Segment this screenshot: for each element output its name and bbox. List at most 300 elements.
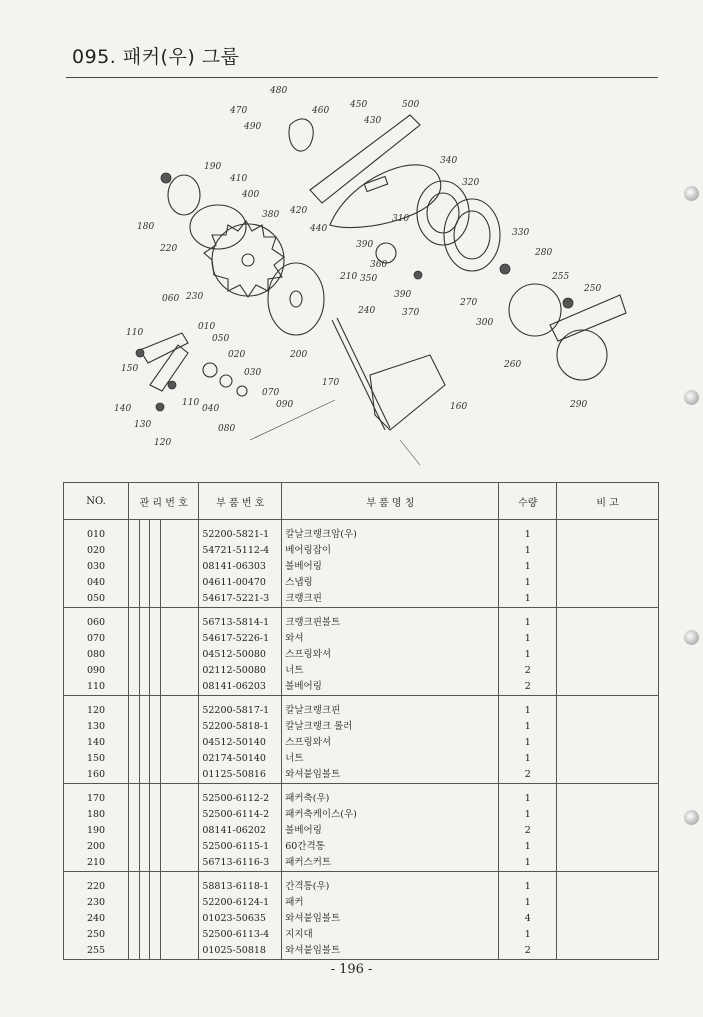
callout: 390 [356, 240, 374, 250]
row-name: 스냅링 [282, 575, 499, 591]
callout: 300 [476, 318, 494, 328]
table-row [64, 575, 659, 591]
callout-labels [114, 86, 601, 448]
row-mgmt-cell [129, 807, 139, 823]
row-mgmt-cell [160, 735, 199, 751]
row-no: 150 [64, 751, 129, 767]
callout: 210 [340, 272, 358, 282]
callout: 060 [162, 294, 180, 304]
row-name: 볼베어링 [282, 679, 499, 696]
chain-case-drawing [289, 115, 441, 228]
table-row [64, 647, 659, 663]
row-mgmt-cell [139, 823, 149, 839]
callout: 470 [230, 106, 248, 116]
callout: 420 [290, 206, 308, 216]
row-mgmt-cell [129, 767, 139, 784]
row-mgmt-cell [129, 719, 139, 735]
row-mgmt-cell [160, 751, 199, 767]
row-qty: 1 [499, 751, 557, 767]
row-name: 칼날크랭크암(우) [282, 527, 499, 543]
callout: 110 [182, 398, 200, 408]
callout: 120 [154, 438, 172, 448]
row-mgmt-cell [150, 559, 160, 575]
table-row [64, 767, 659, 784]
row-mgmt-cell [139, 719, 149, 735]
row-part-no: 52200-5818-1 [199, 719, 282, 735]
row-qty: 1 [499, 575, 557, 591]
table-row [64, 631, 659, 647]
callout: 170 [322, 378, 340, 388]
row-qty: 1 [499, 855, 557, 872]
row-remark [557, 591, 659, 608]
callout: 020 [228, 350, 246, 360]
callout: 410 [230, 174, 248, 184]
callout: 220 [160, 244, 178, 254]
row-mgmt-cell [139, 591, 149, 608]
row-no: 080 [64, 647, 129, 663]
callout: 140 [114, 404, 132, 414]
table-header-row [64, 483, 659, 520]
row-part-no: 52500-6112-2 [199, 791, 282, 807]
exploded-parts-diagram [100, 85, 660, 475]
row-qty: 1 [499, 527, 557, 543]
table-row [64, 855, 659, 872]
row-mgmt-cell [160, 527, 199, 543]
row-mgmt-cell [150, 823, 160, 839]
row-part-no: 54617-5226-1 [199, 631, 282, 647]
row-mgmt-cell [139, 767, 149, 784]
row-mgmt-cell [160, 807, 199, 823]
row-mgmt-cell [160, 823, 199, 839]
row-mgmt-cell [150, 735, 160, 751]
row-mgmt-cell [129, 631, 139, 647]
row-name: 칼날크랭크 롤러 [282, 719, 499, 735]
row-mgmt-cell [160, 855, 199, 872]
row-mgmt-cell [160, 703, 199, 719]
row-part-no: 56713-6116-3 [199, 855, 282, 872]
row-mgmt-cell [129, 895, 139, 911]
row-no: 040 [64, 575, 129, 591]
callout: 290 [570, 400, 588, 410]
row-remark [557, 895, 659, 911]
packer-shaft-case-drawing [250, 355, 445, 465]
callout: 010 [198, 322, 216, 332]
row-remark [557, 855, 659, 872]
row-mgmt-cell [129, 839, 139, 855]
row-qty: 1 [499, 879, 557, 895]
table-row [64, 807, 659, 823]
callout: 180 [137, 222, 155, 232]
row-name: 와셔 [282, 631, 499, 647]
row-qty: 1 [499, 735, 557, 751]
row-mgmt-cell [139, 895, 149, 911]
row-no: 240 [64, 911, 129, 927]
callout: 500 [402, 100, 420, 110]
row-mgmt-cell [129, 647, 139, 663]
row-mgmt-cell [160, 927, 199, 943]
row-remark [557, 719, 659, 735]
callout: 380 [262, 210, 280, 220]
callout: 090 [276, 400, 294, 410]
row-name: 크랭크핀볼트 [282, 615, 499, 631]
row-mgmt-cell [139, 943, 149, 960]
row-mgmt-cell [150, 703, 160, 719]
row-name: 지지대 [282, 927, 499, 943]
row-mgmt-cell [150, 791, 160, 807]
row-mgmt-cell [139, 575, 149, 591]
row-mgmt-cell [160, 879, 199, 895]
row-mgmt-cell [139, 615, 149, 631]
row-mgmt-cell [139, 911, 149, 927]
row-qty: 2 [499, 943, 557, 960]
row-mgmt-cell [139, 791, 149, 807]
row-qty: 4 [499, 911, 557, 927]
row-mgmt-cell [150, 807, 160, 823]
row-part-no: 52500-6114-2 [199, 807, 282, 823]
row-mgmt-cell [150, 879, 160, 895]
row-mgmt-cell [139, 855, 149, 872]
row-mgmt-cell [150, 855, 160, 872]
row-mgmt-cell [139, 879, 149, 895]
row-qty: 2 [499, 679, 557, 696]
row-mgmt-cell [150, 527, 160, 543]
binder-hole [684, 810, 699, 825]
row-no: 190 [64, 823, 129, 839]
table-row [64, 663, 659, 679]
row-mgmt-cell [129, 663, 139, 679]
row-part-no: 02174-50140 [199, 751, 282, 767]
row-remark [557, 735, 659, 751]
header-part-no: 부 품 번 호 [199, 483, 282, 520]
row-qty: 2 [499, 663, 557, 679]
row-name: 패커 [282, 895, 499, 911]
row-mgmt-cell [160, 631, 199, 647]
row-mgmt-cell [129, 527, 139, 543]
header-qty: 수량 [499, 483, 557, 520]
row-mgmt-cell [150, 679, 160, 696]
row-mgmt-cell [150, 767, 160, 784]
row-name: 패커축(우) [282, 791, 499, 807]
row-no: 180 [64, 807, 129, 823]
row-qty: 1 [499, 791, 557, 807]
callout: 270 [460, 298, 478, 308]
row-name: 칼날크랭크핀 [282, 703, 499, 719]
callout: 440 [310, 224, 328, 234]
row-name: 너트 [282, 663, 499, 679]
row-part-no: 52500-6113-4 [199, 927, 282, 943]
callout: 370 [402, 308, 420, 318]
row-part-no: 08141-06202 [199, 823, 282, 839]
table-row [64, 943, 659, 960]
binder-hole [684, 390, 699, 405]
table-row [64, 591, 659, 608]
header-remark: 비 고 [557, 483, 659, 520]
row-mgmt-cell [129, 543, 139, 559]
callout: 260 [504, 360, 522, 370]
row-no: 250 [64, 927, 129, 943]
row-no: 140 [64, 735, 129, 751]
row-mgmt-cell [139, 679, 149, 696]
table-row [64, 703, 659, 719]
table-row [64, 823, 659, 839]
row-remark [557, 559, 659, 575]
page-number: - 196 - [330, 962, 373, 977]
group-spacer [64, 608, 659, 616]
row-mgmt-cell [150, 927, 160, 943]
table-row [64, 791, 659, 807]
row-name: 와셔붙임볼트 [282, 767, 499, 784]
parts-table [63, 482, 659, 960]
row-mgmt-cell [160, 943, 199, 960]
row-part-no: 56713-5814-1 [199, 615, 282, 631]
row-remark [557, 839, 659, 855]
row-mgmt-cell [150, 647, 160, 663]
header-no: NO. [64, 483, 129, 520]
row-remark [557, 527, 659, 543]
row-no: 255 [64, 943, 129, 960]
row-qty: 1 [499, 591, 557, 608]
row-remark [557, 543, 659, 559]
row-mgmt-cell [150, 719, 160, 735]
row-remark [557, 575, 659, 591]
row-mgmt-cell [160, 719, 199, 735]
header-name: 부 품 명 칭 [282, 483, 499, 520]
row-part-no: 04512-50080 [199, 647, 282, 663]
row-qty: 2 [499, 767, 557, 784]
row-no: 030 [64, 559, 129, 575]
packer-drawing [161, 173, 284, 297]
row-no: 210 [64, 855, 129, 872]
row-remark [557, 751, 659, 767]
row-no: 120 [64, 703, 129, 719]
row-part-no: 04611-00470 [199, 575, 282, 591]
row-name: 볼베어링 [282, 559, 499, 575]
group-spacer [64, 696, 659, 704]
row-mgmt-cell [160, 791, 199, 807]
row-mgmt-cell [129, 911, 139, 927]
row-part-no: 54617-5221-3 [199, 591, 282, 608]
table-row [64, 895, 659, 911]
callout: 490 [244, 122, 262, 132]
callout: 280 [535, 248, 553, 258]
row-mgmt-cell [129, 879, 139, 895]
row-mgmt-cell [160, 767, 199, 784]
row-part-no: 52200-5821-1 [199, 527, 282, 543]
page-title: 095. 패커(우) 그룹 [72, 46, 240, 68]
row-remark [557, 703, 659, 719]
table-row [64, 543, 659, 559]
table-row [64, 751, 659, 767]
row-mgmt-cell [150, 839, 160, 855]
row-mgmt-cell [160, 895, 199, 911]
row-remark [557, 927, 659, 943]
row-qty: 1 [499, 895, 557, 911]
row-part-no: 01023-50635 [199, 911, 282, 927]
row-no: 020 [64, 543, 129, 559]
row-part-no: 01125-50816 [199, 767, 282, 784]
row-mgmt-cell [139, 543, 149, 559]
callout: 160 [450, 402, 468, 412]
row-part-no: 52500-6115-1 [199, 839, 282, 855]
callout: 030 [244, 368, 262, 378]
row-no: 070 [64, 631, 129, 647]
row-mgmt-cell [160, 647, 199, 663]
row-remark [557, 879, 659, 895]
row-part-no: 08141-06303 [199, 559, 282, 575]
callout: 080 [218, 424, 236, 434]
callout: 460 [312, 106, 330, 116]
row-part-no: 02112-50080 [199, 663, 282, 679]
row-remark [557, 767, 659, 784]
callout: 070 [262, 388, 280, 398]
row-qty: 1 [499, 927, 557, 943]
row-no: 110 [64, 679, 129, 696]
table-row [64, 527, 659, 543]
row-name: 너트 [282, 751, 499, 767]
row-mgmt-cell [129, 927, 139, 943]
row-name: 패커축케이스(우) [282, 807, 499, 823]
row-name: 스프링와셔 [282, 735, 499, 751]
row-mgmt-cell [139, 927, 149, 943]
row-part-no: 58813-6118-1 [199, 879, 282, 895]
table-row [64, 559, 659, 575]
row-mgmt-cell [129, 615, 139, 631]
row-qty: 1 [499, 543, 557, 559]
row-part-no: 04512-50140 [199, 735, 282, 751]
table-row [64, 679, 659, 696]
callout: 480 [270, 86, 288, 96]
row-qty: 1 [499, 703, 557, 719]
row-qty: 1 [499, 719, 557, 735]
header-mgmt: 관 리 번 호 [129, 483, 199, 520]
callout: 130 [134, 420, 152, 430]
group-spacer [64, 520, 659, 528]
callout: 250 [584, 284, 602, 294]
row-qty: 2 [499, 823, 557, 839]
row-mgmt-cell [139, 631, 149, 647]
row-name: 와셔붙임볼트 [282, 943, 499, 960]
table-row [64, 719, 659, 735]
row-no: 220 [64, 879, 129, 895]
row-name: 스프링와셔 [282, 647, 499, 663]
callout: 150 [121, 364, 139, 374]
row-remark [557, 663, 659, 679]
row-mgmt-cell [139, 663, 149, 679]
callout: 350 [360, 274, 378, 284]
row-mgmt-cell [150, 631, 160, 647]
binder-hole [684, 186, 699, 201]
row-no: 200 [64, 839, 129, 855]
row-mgmt-cell [150, 751, 160, 767]
table-row [64, 615, 659, 631]
row-mgmt-cell [139, 647, 149, 663]
row-no: 010 [64, 527, 129, 543]
row-remark [557, 679, 659, 696]
row-no: 230 [64, 895, 129, 911]
table-row [64, 879, 659, 895]
row-mgmt-cell [129, 751, 139, 767]
row-no: 050 [64, 591, 129, 608]
row-part-no: 01025-50818 [199, 943, 282, 960]
row-mgmt-cell [139, 735, 149, 751]
row-mgmt-cell [129, 591, 139, 608]
row-mgmt-cell [150, 575, 160, 591]
row-mgmt-cell [150, 543, 160, 559]
row-no: 160 [64, 767, 129, 784]
callout: 230 [186, 292, 204, 302]
row-mgmt-cell [129, 943, 139, 960]
table-row [64, 839, 659, 855]
row-part-no: 08141-06203 [199, 679, 282, 696]
row-no: 090 [64, 663, 129, 679]
table-row [64, 735, 659, 751]
binder-hole [684, 630, 699, 645]
row-mgmt-cell [139, 839, 149, 855]
table-row [64, 911, 659, 927]
row-mgmt-cell [139, 703, 149, 719]
row-no: 060 [64, 615, 129, 631]
row-remark [557, 631, 659, 647]
row-qty: 1 [499, 559, 557, 575]
callout: 050 [212, 334, 230, 344]
row-mgmt-cell [160, 543, 199, 559]
row-part-no: 54721-5112-4 [199, 543, 282, 559]
row-name: 베어링잡이 [282, 543, 499, 559]
callout: 340 [440, 156, 458, 166]
row-mgmt-cell [160, 615, 199, 631]
row-no: 130 [64, 719, 129, 735]
callout: 320 [462, 178, 480, 188]
row-mgmt-cell [150, 663, 160, 679]
row-mgmt-cell [160, 911, 199, 927]
callout: 330 [512, 228, 530, 238]
row-qty: 1 [499, 807, 557, 823]
row-mgmt-cell [160, 679, 199, 696]
callout: 240 [358, 306, 376, 316]
row-mgmt-cell [150, 591, 160, 608]
callout: 200 [290, 350, 308, 360]
row-mgmt-cell [160, 839, 199, 855]
row-qty: 1 [499, 647, 557, 663]
callout: 040 [202, 404, 220, 414]
table-row [64, 927, 659, 943]
row-mgmt-cell [160, 663, 199, 679]
row-mgmt-cell [160, 575, 199, 591]
row-mgmt-cell [160, 591, 199, 608]
row-mgmt-cell [139, 751, 149, 767]
callout: 110 [126, 328, 144, 338]
row-remark [557, 791, 659, 807]
row-part-no: 52200-6124-1 [199, 895, 282, 911]
row-mgmt-cell [129, 735, 139, 751]
row-remark [557, 943, 659, 960]
row-name: 볼베어링 [282, 823, 499, 839]
row-mgmt-cell [150, 615, 160, 631]
callout: 360 [370, 260, 388, 270]
row-part-no: 52200-5817-1 [199, 703, 282, 719]
row-name: 패커스커트 [282, 855, 499, 872]
row-mgmt-cell [129, 791, 139, 807]
row-remark [557, 615, 659, 631]
row-mgmt-cell [160, 559, 199, 575]
row-name: 60간격통 [282, 839, 499, 855]
row-mgmt-cell [150, 943, 160, 960]
row-name: 와셔붙임볼트 [282, 911, 499, 927]
row-mgmt-cell [129, 575, 139, 591]
callout: 190 [204, 162, 222, 172]
row-no: 170 [64, 791, 129, 807]
row-mgmt-cell [129, 679, 139, 696]
